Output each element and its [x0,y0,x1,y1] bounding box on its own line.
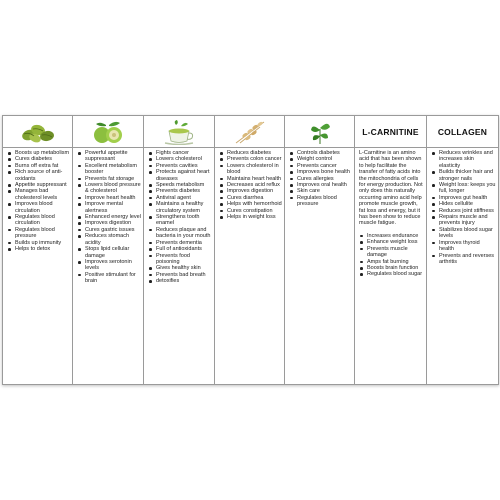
benefit-item: Weight loss: keeps you full, longer [439,182,496,195]
benefit-item: Lowers cholesterol [156,156,212,162]
benefit-item: Positive stimulant for brain [85,272,141,285]
benefit-item: Prevents and reverses arthritis [439,252,495,265]
benefit-list [3,150,72,253]
benefit-item: Builds thicker hair and stronger nails [439,169,496,182]
benefit-item: Improves digestion [85,220,141,226]
header-cell-collagen: COLLAGEN [427,116,499,148]
green-tea-cup-icon [144,119,214,145]
benefit-item: Prevents colon cancer [227,156,282,163]
benefit-item: Improves serotonin levels [85,259,141,272]
benefit-item: Manages bad cholesterol levels [15,188,70,201]
benefit-item: Helps in weight loss [227,214,282,220]
benefit-item: Improve heart health [85,195,141,201]
benefit-item: Cures constipation [227,208,282,214]
header-cell-l-carnitine: L-CARNITINE [355,116,427,148]
benefit-list [144,150,214,285]
benefit-item: Prevents muscle damage [367,246,424,259]
oat-benefits-cell [215,148,285,385]
header-cell-herb [285,116,355,148]
benefit-item: Helps with hemorrhoid [227,201,282,208]
benefit-item: Improves thyroid health [439,240,496,253]
benefit-item: Reduces diabetes [227,150,282,156]
green-coffee-beans-icon [3,119,72,145]
benefit-item: Improves oral health [297,182,352,188]
benefit-item: Burns off extra fat [15,163,70,169]
benefit-item: Powerful appetite suppressant [85,150,141,163]
benefit-item: Fights cancer [156,150,212,156]
header-cell-green-coffee [3,116,73,148]
benefit-item: Prevents fat storage [85,176,141,182]
garcinia-benefits-cell [73,148,144,385]
benefit-item: Strengthens tooth enamel [156,214,212,227]
header-cell-green-tea [144,116,215,148]
benefit-item: Cures diabetes [15,156,70,162]
benefit-item: Lowers blood pressure & cholesterol [85,182,141,195]
benefit-item: Reduces stomach acidity [85,233,141,246]
header-row [3,116,499,148]
green-coffee-benefits-cell [3,148,73,385]
benefit-item: Enhance weight loss [367,239,424,245]
benefit-item: Maintains a healthy circulatory system [156,201,212,214]
benefit-item: Lowers cholesterol in blood [227,163,282,176]
benefit-list [285,150,354,208]
benefit-item: Regulates blood pressure [297,195,352,208]
benefit-item: Stops lipid cellular damage [85,246,141,259]
benefits-row [3,148,499,385]
benefits-table [2,115,499,385]
header-cell-garcinia [73,116,144,148]
l-carnitine-benefits-cell [355,148,427,385]
benefit-item: detoxifies [156,278,212,284]
benefit-item: Boosts brain function [367,265,424,271]
garcinia-fruit-icon [73,119,143,145]
benefit-item: Regulates blood circulation [15,214,70,227]
benefit-item: Decreases acid reflux [227,182,282,188]
benefit-list [215,150,284,220]
benefit-item: Improve mental alertness [85,201,141,214]
herb-benefits-cell [285,148,355,385]
benefit-list [355,233,426,278]
benefit-item: Speeds metabolism [156,182,212,188]
benefit-item: Improves bone health [297,169,352,175]
benefit-list [73,150,143,285]
benefit-item: Enhanced energy level [85,214,141,221]
benefit-item: Amps fat burning [367,259,424,265]
green-tea-benefits-cell [144,148,215,385]
benefit-item: Prevents food poisoning [156,253,212,266]
collagen-benefits-cell [427,148,499,385]
l-carnitine-description: L-Carnitine is an amino acid that has been shown to help facilitate the transfer of fatty acids into the mitochondria of cells for energy production. Not only does this naturally occurring amino acid help promote muscle growth, fat loss and energy, but it has been show to reduce muscle fatigue. [359,150,423,227]
benefit-item: Cures diarrhea [227,195,282,201]
benefit-item: Cures allergies [297,176,352,182]
header-cell-oat [215,116,285,148]
benefit-item: Improves blood circulation [15,201,70,214]
benefit-item: Prevents diabetes [156,188,212,194]
benefit-item: Protects against heart diseases [156,169,212,182]
benefit-item: Skin care [297,188,352,194]
benefit-item: Reduces wrinkles and increases skin elasticity [439,150,496,169]
benefit-item: Regulates blood sugar [367,271,423,278]
benefit-item: Helps to detox [15,246,70,252]
benefit-item: Builds up immunity [15,240,70,246]
benefit-item: Stabilizes blood sugar levels [439,227,496,240]
benefit-item: Weight control [297,156,352,162]
benefit-item: Gives healthy skin [156,265,212,271]
oat-grain-icon [215,119,284,145]
benefit-item: Cures gastric issues [85,227,141,233]
benefit-item: Prevents bad breath [156,272,212,278]
benefit-item: Regulates blood pressure [15,227,70,240]
benefit-item: Prevents dementia [156,240,212,246]
benefit-item: Prevents cancer [297,163,352,169]
benefit-item: Hides cellulite [439,201,496,207]
benefit-item: Reduces joint stiffness [439,208,496,214]
benefit-item: Prevents cavities [156,163,212,169]
benefit-item: Improves digestion [227,188,282,194]
benefit-item: Excellent metabolism booster [85,163,141,176]
herb-leaves-icon [285,119,354,145]
benefit-item: Repairs muscle and prevents injury [439,214,496,227]
benefit-list [427,150,498,265]
benefit-item: Maintains heart health [227,175,282,182]
benefit-item: Increases endurance [367,233,424,239]
benefit-item: Improves gut health [439,195,496,201]
benefit-item: Controls diabetes [297,150,352,156]
benefit-item: Antiviral agent [156,195,212,201]
benefit-item: Appetite suppressant [15,182,70,188]
benefit-item: Boosts up metabolism [15,150,70,156]
benefit-item: Full of antioxidants [156,246,212,252]
benefit-item: Rich source of anti-oxidants [15,169,70,182]
benefit-item: Reduces plaque and bacteria in your mouth [156,226,211,240]
